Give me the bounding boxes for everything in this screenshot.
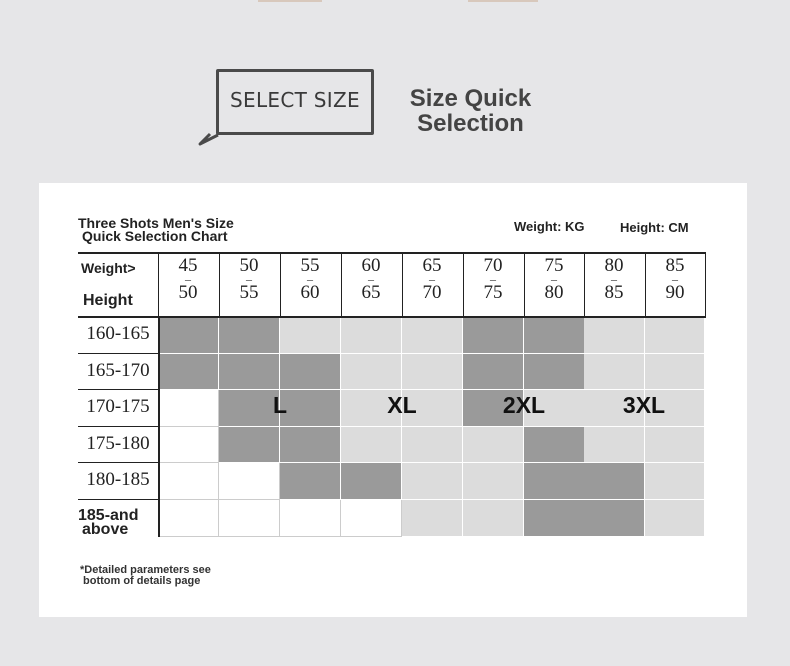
size-cell (280, 500, 341, 537)
size-cell (280, 427, 341, 463)
weight-range-end: 75 (483, 282, 503, 303)
weight-range-start: 50 (239, 255, 259, 276)
weight-range-end: 80 (544, 282, 564, 303)
weight-range-start: 75 (544, 255, 564, 276)
range-dash: – (246, 272, 252, 286)
size-cell (645, 317, 705, 354)
range-dash: – (429, 272, 435, 286)
size-cell (402, 463, 463, 500)
height-axis-label: Height (83, 292, 133, 309)
weight-range-end: 55 (239, 282, 259, 303)
grid-line (524, 252, 525, 316)
size-cell (402, 500, 463, 537)
weight-range-end: 90 (665, 282, 685, 303)
chart-title (78, 217, 288, 243)
weight-column-header (584, 255, 644, 303)
size-cell (402, 317, 463, 354)
chart-title-line-2: Quick Selection Chart (82, 228, 228, 244)
size-cell (584, 500, 645, 537)
size-cell (463, 463, 524, 500)
size-cell (219, 317, 280, 354)
grid-line (78, 316, 706, 318)
grid-line (158, 316, 160, 537)
grid-line (463, 252, 464, 316)
grid-line (219, 252, 220, 316)
weight-range-start: 85 (665, 255, 685, 276)
size-cell (341, 500, 402, 537)
weight-range-start: 55 (300, 255, 320, 276)
size-cell (158, 463, 219, 500)
height-row-line: above (82, 521, 129, 538)
grid-line (78, 252, 706, 254)
weight-range-start: 65 (422, 255, 442, 276)
weight-column-header (341, 255, 401, 303)
grid-line (158, 252, 159, 316)
weight-unit-label: Weight: KG (514, 219, 585, 234)
size-cell (463, 317, 524, 354)
grid-line (78, 499, 158, 500)
grid-line (78, 462, 158, 463)
title-line-1: Size Quick (409, 85, 532, 112)
height-row-header: 160-165 (86, 323, 150, 344)
size-cell (402, 354, 463, 390)
weight-range-end: 60 (300, 282, 320, 303)
size-cell (341, 354, 402, 390)
size-cell (645, 427, 705, 463)
weight-column-header (524, 255, 584, 303)
size-cell (524, 354, 585, 390)
size-cell (280, 317, 341, 354)
size-cell (524, 500, 585, 537)
size-cell (584, 317, 645, 354)
range-dash: – (368, 272, 374, 286)
size-cell (645, 500, 705, 537)
grid-line (584, 252, 585, 316)
grid-line (280, 252, 281, 316)
range-dash: – (185, 272, 191, 286)
grid-line (78, 353, 158, 354)
size-cell (219, 500, 280, 537)
size-cell (219, 427, 280, 463)
chart-title-line-1: Three Shots Men's Size (78, 215, 234, 231)
top-decoration-right (468, 0, 538, 2)
height-row-header: 165-170 (86, 360, 150, 381)
size-cell (219, 354, 280, 390)
height-row-header: 175-180 (86, 433, 150, 454)
grid-line (645, 252, 646, 316)
size-cell (341, 427, 402, 463)
weight-column-header (402, 255, 462, 303)
size-cell (463, 500, 524, 537)
weight-column-header (158, 255, 218, 303)
size-label-2xl: 2XL (502, 392, 546, 418)
height-unit-label: Height: CM (620, 220, 689, 235)
weight-range-start: 70 (483, 255, 503, 276)
size-cell (158, 390, 219, 427)
grid-line (78, 426, 158, 427)
select-size-label: SELECT SIZE (230, 88, 360, 112)
top-decoration-left (258, 0, 322, 2)
page-title (398, 86, 543, 136)
height-row-line: 185-and (78, 507, 139, 524)
weight-column-header (463, 255, 523, 303)
weight-range-end: 70 (422, 282, 442, 303)
footnote-line-2: bottom of details page (83, 575, 201, 587)
size-cell (463, 354, 524, 390)
weight-range-end: 85 (604, 282, 624, 303)
size-cell (158, 500, 219, 537)
weight-range-end: 65 (361, 282, 381, 303)
height-row-header: 170-175 (86, 396, 150, 417)
range-dash: – (551, 272, 557, 286)
range-dash: – (672, 272, 678, 286)
size-cell (645, 463, 705, 500)
size-cell (584, 427, 645, 463)
size-cell (584, 354, 645, 390)
grid-line (705, 252, 706, 316)
size-cell (402, 427, 463, 463)
height-row-header: 180-185 (86, 469, 150, 490)
range-dash: – (307, 272, 313, 286)
size-cell (524, 427, 585, 463)
size-cell (584, 463, 645, 500)
size-cell (524, 317, 585, 354)
weight-axis-label: Weight> (81, 260, 136, 276)
grid-line (402, 252, 403, 316)
size-cell (280, 354, 341, 390)
size-cell (158, 354, 219, 390)
height-row-header (78, 509, 158, 537)
size-label-3xl: 3XL (622, 392, 666, 418)
weight-column-header (219, 255, 279, 303)
size-cell (341, 463, 402, 500)
size-cell (463, 427, 524, 463)
size-cell (341, 317, 402, 354)
weight-range-start: 60 (361, 255, 381, 276)
size-label-l: L (272, 392, 288, 418)
size-cell (280, 463, 341, 500)
range-dash: – (490, 272, 496, 286)
weight-range-start: 45 (178, 255, 198, 276)
size-cell (158, 427, 219, 463)
size-cell (219, 463, 280, 500)
weight-column-header (280, 255, 340, 303)
size-cell (158, 317, 219, 354)
grid-line (341, 252, 342, 316)
size-label-xl: XL (387, 392, 417, 418)
weight-range-start: 80 (604, 255, 624, 276)
title-line-2: Selection (417, 110, 524, 137)
weight-column-header (645, 255, 705, 303)
size-cell (645, 354, 705, 390)
grid-line (78, 389, 158, 390)
size-cell (524, 463, 585, 500)
footnote-line-1: *Detailed parameters see (80, 564, 211, 576)
range-dash: – (611, 272, 617, 286)
footnote (80, 565, 211, 587)
weight-range-end: 50 (178, 282, 198, 303)
